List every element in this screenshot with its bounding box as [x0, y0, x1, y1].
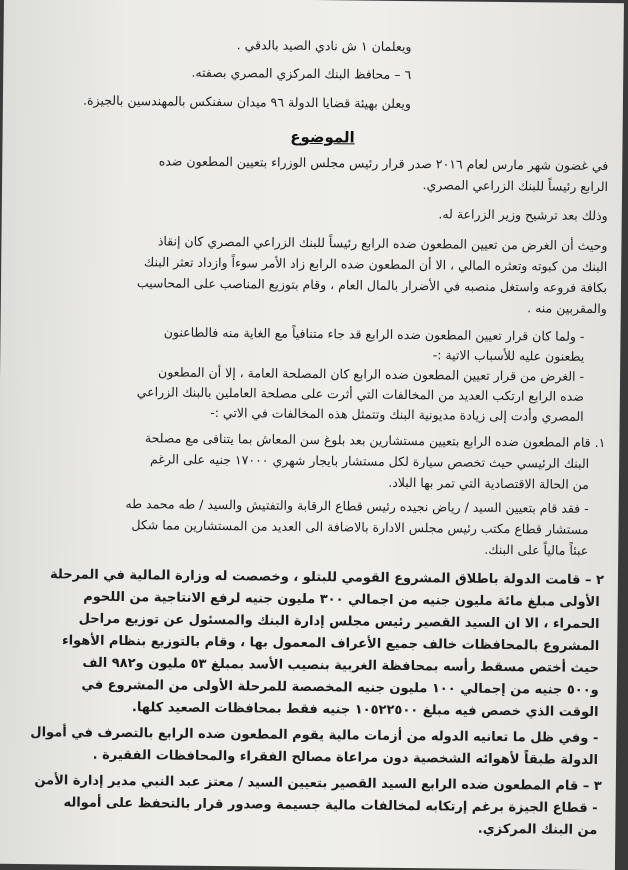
body-line: بكافة فروعه واستغل منصبه في الأضرار بالمال العام ، وقام بتوزيع المناصب على المحاسيب — [136, 275, 608, 296]
header-line-2: ٦ – محافظ البنك المركزي المصري بصفته. — [191, 64, 412, 83]
body-line: والمقربين منه . — [527, 300, 607, 317]
body-line: في غضون شهر مارس لعام ٢٠١٦ صدر قرار رئيس مجلس الوزراء بتعيين المطعون ضده — [158, 153, 609, 174]
body-line: - قطاع الجيزة برغم إرتكابه لمخالفات مالية جسيمة وصدور قرار بالتحفظ على أمواله — [63, 795, 598, 817]
body-line: ٣ – قام المطعون ضده الرابع السيد القصير بتعيين السيد / معتز عبد النبي مدير إدارة الأمن — [34, 773, 602, 795]
body-line: الرابع رئيساً للبنك الزراعي المصري. — [422, 177, 609, 195]
body-line: مستشار قطاع مكتب رئيس مجلس الادارة بالاضافة الى العديد من المستشارين مما شكل — [131, 517, 589, 537]
body-line: ٢ – قامت الدولة باطلاق المشروع القومي للبتلو ، وخصصت له وزارة المالية في المرحلة — [49, 567, 605, 589]
body-line: عبئاً مالياً على البنك. — [484, 541, 589, 558]
body-line: البنك الرئيسي حيث تخصص سيارة لكل مستشار بايجار شهري ١٧٠٠٠ جنيه على الرغم — [149, 451, 590, 471]
body-line: ضده الرابع ارتكب العديد من المخالفات التي أثرت على مصلحة العاملين بالبنك الزراعي — [136, 384, 584, 404]
header-line-3: ويعلن بهيئة قضايا الدولة ٩٦ ميدان سفنكس بالمهندسين بالجيزة. — [83, 92, 411, 112]
body-line: - ولما كان قرار تعيين المطعون ضده الرابع قد جاء متنافياً مع الغاية منه فالطاعنون — [163, 324, 585, 344]
body-line: الوقت الذي خصص فيه مبلغ ١٠٥٢٢٥٠٠ جنيه فقط بمحافظات الصعيد كلها. — [131, 700, 599, 721]
body-line: - الغرض من قرار تعيين المطعون ضده الرابع كان المصلحة العامة ، إلا أن المطعون — [158, 364, 585, 384]
body-line: حيث أختص مسقط رأسه بمحافظة الغربية بنصيب الأسد بمبلغ ٥٣ مليون و٩٨٢ الف — [82, 655, 600, 677]
body-line: وذلك بعد ترشيح وزير الزراعة له. — [438, 206, 608, 224]
body-line: من البنك المركزي. — [477, 821, 598, 839]
body-line: الدولة طبقاً لأهوائه الشخصية دون مراعاة مصالح الفقراء والمحافظات الفقيرة . — [92, 747, 599, 769]
body-line: وحيث أن الغرض من تعيين المطعون ضده الرابع رئيساً للبنك الزراعي المصري كان إنقاذ — [157, 233, 608, 254]
body-line: و٥٠٠ جنيه من إجمالي ١٠٠ مليون جنيه المخصصة للمرحلة الأولى من المشروع في — [81, 677, 599, 699]
body-line: البنك من كبوته وتعثره المالي ، الا أن المطعون ضده الرابع زاد الأمر سوءاً وازداد تعثر البنك — [143, 254, 608, 275]
body-line: الحمراء ، الا ان السيد القصير رئيس مجلس إدارة البنك والمسئول عن توزيع مراحل — [78, 611, 600, 633]
body-line: ١. قام المطعون ضده الرابع بتعيين مستشارين بعد بلوغ سن المعاش بما يتنافى مع مصلحة — [144, 430, 606, 451]
body-line: الأولى مبلغ مائة مليون جنيه من اجمالي ٣٠٠ مليون جنيه لرفع الانتاجية من اللحوم — [83, 589, 600, 611]
document-title: الموضوع — [290, 127, 355, 147]
body-line: المشروع بالمحافظات خالف جميع الأعراف المعمول بها ، وقام بالتوزيع بنظام الأهواء — [61, 633, 600, 655]
body-line: يطعنون عليه للأسباب الاتية :- — [432, 347, 585, 364]
body-line: المصري وأدت إلى زيادة مديونية البنك وتتمثل هذه المخالفات في الاتي :- — [210, 404, 584, 424]
body-line: - وفي ظل ما تعانيه الدوله من أزمات مالية يقوم المطعون ضده الرابع بالتصرف في أموال — [30, 725, 599, 747]
header-line-1: ويعلمان ١ ش نادي الصيد بالدقي . — [236, 37, 412, 55]
body-line: - فقد قام بتعيين السيد / رياض نجيده رئيس قطاع الرقابة والتفتيش والسيد / طه محمد طه — [125, 496, 589, 516]
body-line: من الحالة الاقتصادية التي تمر بها البلاد. — [388, 474, 590, 492]
